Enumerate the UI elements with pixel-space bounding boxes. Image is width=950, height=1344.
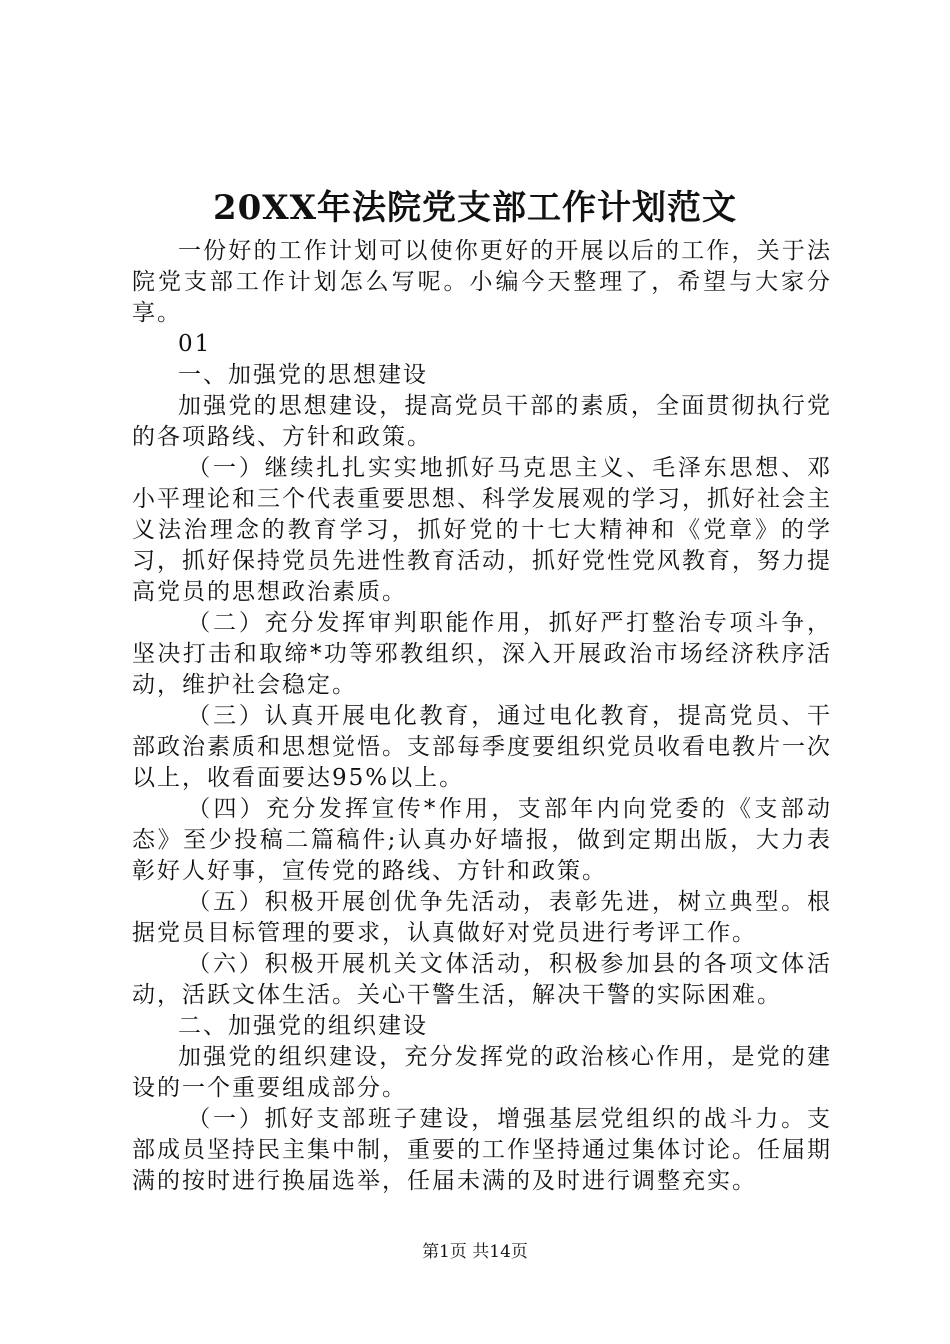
list-paragraph: （二）充分发挥审判职能作用，抓好严打整治专项斗争，坚决打击和取缔*功等邪教组织，深入开展政治市场经济秩序活动，维护社会稳定。 (132, 610, 832, 698)
list-paragraph: （四）充分发挥宣传*作用，支部年内向党委的《支部动态》至少投稿二篇稿件;认真办好墙报，做到定期出版，大力表彰好人好事，宣传党的路线、方针和政策。 (132, 796, 832, 884)
intro-paragraph: 一份好的工作计划可以使你更好的开展以后的工作，关于法院党支部工作计划怎么写呢。小编今天整理了，希望与大家分享。 (132, 238, 832, 326)
list-paragraph: （五）积极开展创优争先活动，表彰先进，树立典型。根据党员目标管理的要求，认真做好对党员进行考评工作。 (132, 889, 832, 946)
list-paragraph: （一）继续扎扎实实地抓好马克思主义、毛泽东思想、邓小平理论和三个代表重要思想、科学发展观的学习，抓好社会主义法治理念的教育学习，抓好党的十七大精神和《党章》的学习，抓好保持党员先进性教育活动，抓好党性党风教育，努力提高党员的思想政治素质。 (132, 455, 832, 605)
page-footer: 第1页 共14页 (422, 1242, 528, 1262)
body-paragraph: 加强党的思想建设，提高党员干部的素质，全面贯彻执行党的各项路线、方针和政策。 (132, 393, 832, 450)
section-heading: 一、加强党的思想建设 (178, 362, 428, 388)
list-paragraph: （一）抓好支部班子建设，增强基层党组织的战斗力。支部成员坚持民主集中制，重要的工作坚持通过集体讨论。任届期满的按时进行换届选举，任届未满的及时进行调整充实。 (132, 1106, 832, 1194)
document-title: 20XX年法院党支部工作计划范文 (212, 188, 738, 228)
section-heading: 二、加强党的组织建设 (178, 1013, 428, 1039)
list-paragraph: （六）积极开展机关文体活动，积极参加县的各项文体活动，活跃文体生活。关心干警生活，解决干警的实际困难。 (132, 951, 832, 1008)
section-number: 01 (178, 331, 212, 357)
body-paragraph: 加强党的组织建设，充分发挥党的政治核心作用，是党的建设的一个重要组成部分。 (132, 1044, 832, 1101)
list-paragraph: （三）认真开展电化教育，通过电化教育，提高党员、干部政治素质和思想觉悟。支部每季度要组织党员收看电教片一次以上，收看面要达95%以上。 (132, 703, 832, 791)
document-body (132, 236, 832, 1197)
